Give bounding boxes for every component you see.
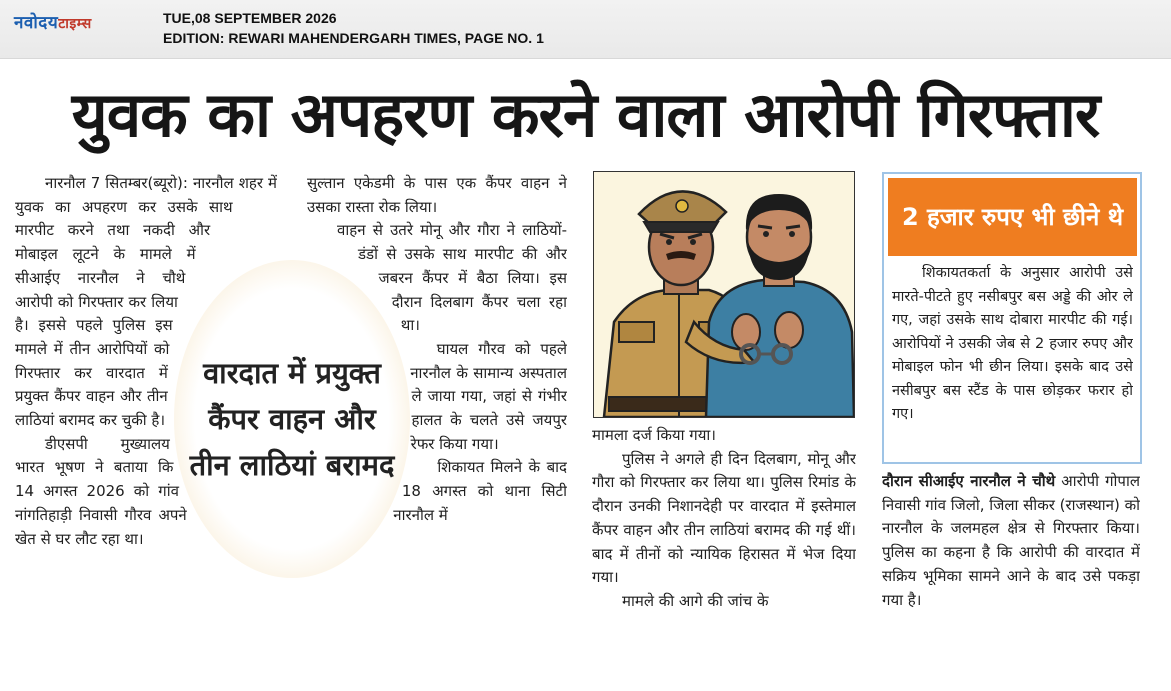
col2-para-1: सुल्तान एकेडमी के पास एक कैंपर वाहन ने उसका रास्ता रोक लिया। bbox=[307, 174, 567, 216]
col3-para-2: पुलिस ने अगले ही दिन दिलबाग, मोनू और गौरा को गिरफ्तार कर लिया था। पुलिस रिमांड के दौरान उनकी निशानदेही पर वारदात में इस्तेमाल कैंपर वाहन और तीन लाठियां बरामद की गई थीं। बाद में तीनों को न्यायिक हिरासत में भेज दिया गया। bbox=[592, 449, 856, 587]
col4-para bbox=[882, 470, 1140, 612]
col4-bold-lead: दौरान सीआईए नारनौल ने चौथे bbox=[882, 472, 1056, 490]
col1-para-2: डीएसपी मुख्यालय भारत भूषण ने बताया कि 14 अगस्त 2026 को गांव नांगतिहाड़ी निवासी गौरव अपने खेत से घर लौट रहा था। bbox=[15, 434, 187, 548]
sidebar-box-heading: 2 हजार रुपए भी छीने थे bbox=[888, 178, 1137, 256]
newspaper-logo[interactable] bbox=[14, 10, 92, 33]
sidebar-box bbox=[882, 172, 1142, 464]
col4-text: आरोपी गोपाल निवासी गांव जिलो, जिला सीकर (राजस्थान) को नारनौल के जलमहल क्षेत्र से गिरफ्तार किया। पुलिस का कहना है कि आरोपी की वारदात में सक्रिय भूमिका सामने आने के बाद उसे पकड़ा गया है। bbox=[882, 472, 1140, 609]
col1-para-1: नारनौल 7 सितम्बर(ब्यूरो): नारनौल शहर में युवक का अपहरण कर उसके साथ मारपीट करने तथा नकदी और मोबाइल लूटने के मामले में सीआईए नारनौल ने चौथे आरोपी को गिरफ्तार कर लिया है। इससे पहले पुलिस इस मामले में तीन आरोपियों को गिरफ्तार कर वारदात में प्रयुक्त कैंपर वाहन और तीन लाठियां बरामद कर चुकी है। bbox=[15, 174, 277, 430]
col2-para-3: घायल गौरव को पहले नारनौल के सामान्य अस्पताल ले जाया गया, जहां से गंभीर हालत के चलते उसे जयपुर रेफर किया गया। bbox=[410, 339, 567, 453]
sidebar-box-body bbox=[892, 262, 1133, 458]
logo-main: नवोदय bbox=[14, 13, 59, 33]
date-line: TUE,08 SEPTEMBER 2026 bbox=[163, 10, 337, 26]
logo-sub: टाइम्स bbox=[58, 16, 92, 32]
col3-para-1: मामला दर्ज किया गया। bbox=[592, 426, 716, 444]
article-column-3 bbox=[592, 424, 856, 691]
article-headline: युवक का अपहरण करने वाला आरोपी गिरफ्तार bbox=[71, 78, 1100, 151]
pull-quote-text: वारदात में प्रयुक्त कैंपर वाहन और तीन लाठियां बरामद bbox=[189, 356, 395, 482]
police-arrest-image bbox=[594, 172, 854, 417]
sidebar-box-text: शिकायतकर्ता के अनुसार आरोपी उसे मारते-पीटते हुए नसीबपुर बस अड्डे की ओर ले गए, जहां उसके साथ दोबारा मारपीट की गई। आरोपियों ने उसकी जेब से 2 हजार रुपए और मोबाइल फोन भी छीन लिया। इसके बाद उसे नसीबपुर बस स्टैंड के पास छोड़कर फरार हो गए। bbox=[892, 265, 1133, 422]
col2-para-2: वाहन से उतरे मोनू और गौरा ने लाठियों-डंडों से उसके साथ मारपीट की और जबरन कैंपर में बैठा लिया। इस दौरान दिलबाग कैंपर चला रहा था। bbox=[337, 221, 567, 335]
police-arrest-illustration bbox=[593, 171, 855, 418]
edition-info bbox=[163, 8, 544, 48]
edition-line: EDITION: REWARI MAHENDERGARH TIMES, PAGE NO. 1 bbox=[163, 30, 544, 46]
pull-quote bbox=[174, 260, 410, 578]
article-column-4 bbox=[882, 470, 1140, 691]
col3-para-3: मामले की आगे की जांच के bbox=[622, 591, 769, 610]
col2-para-4: शिकायत मिलने के बाद 18 अगस्त को थाना सिटी नारनौल में bbox=[393, 458, 567, 524]
